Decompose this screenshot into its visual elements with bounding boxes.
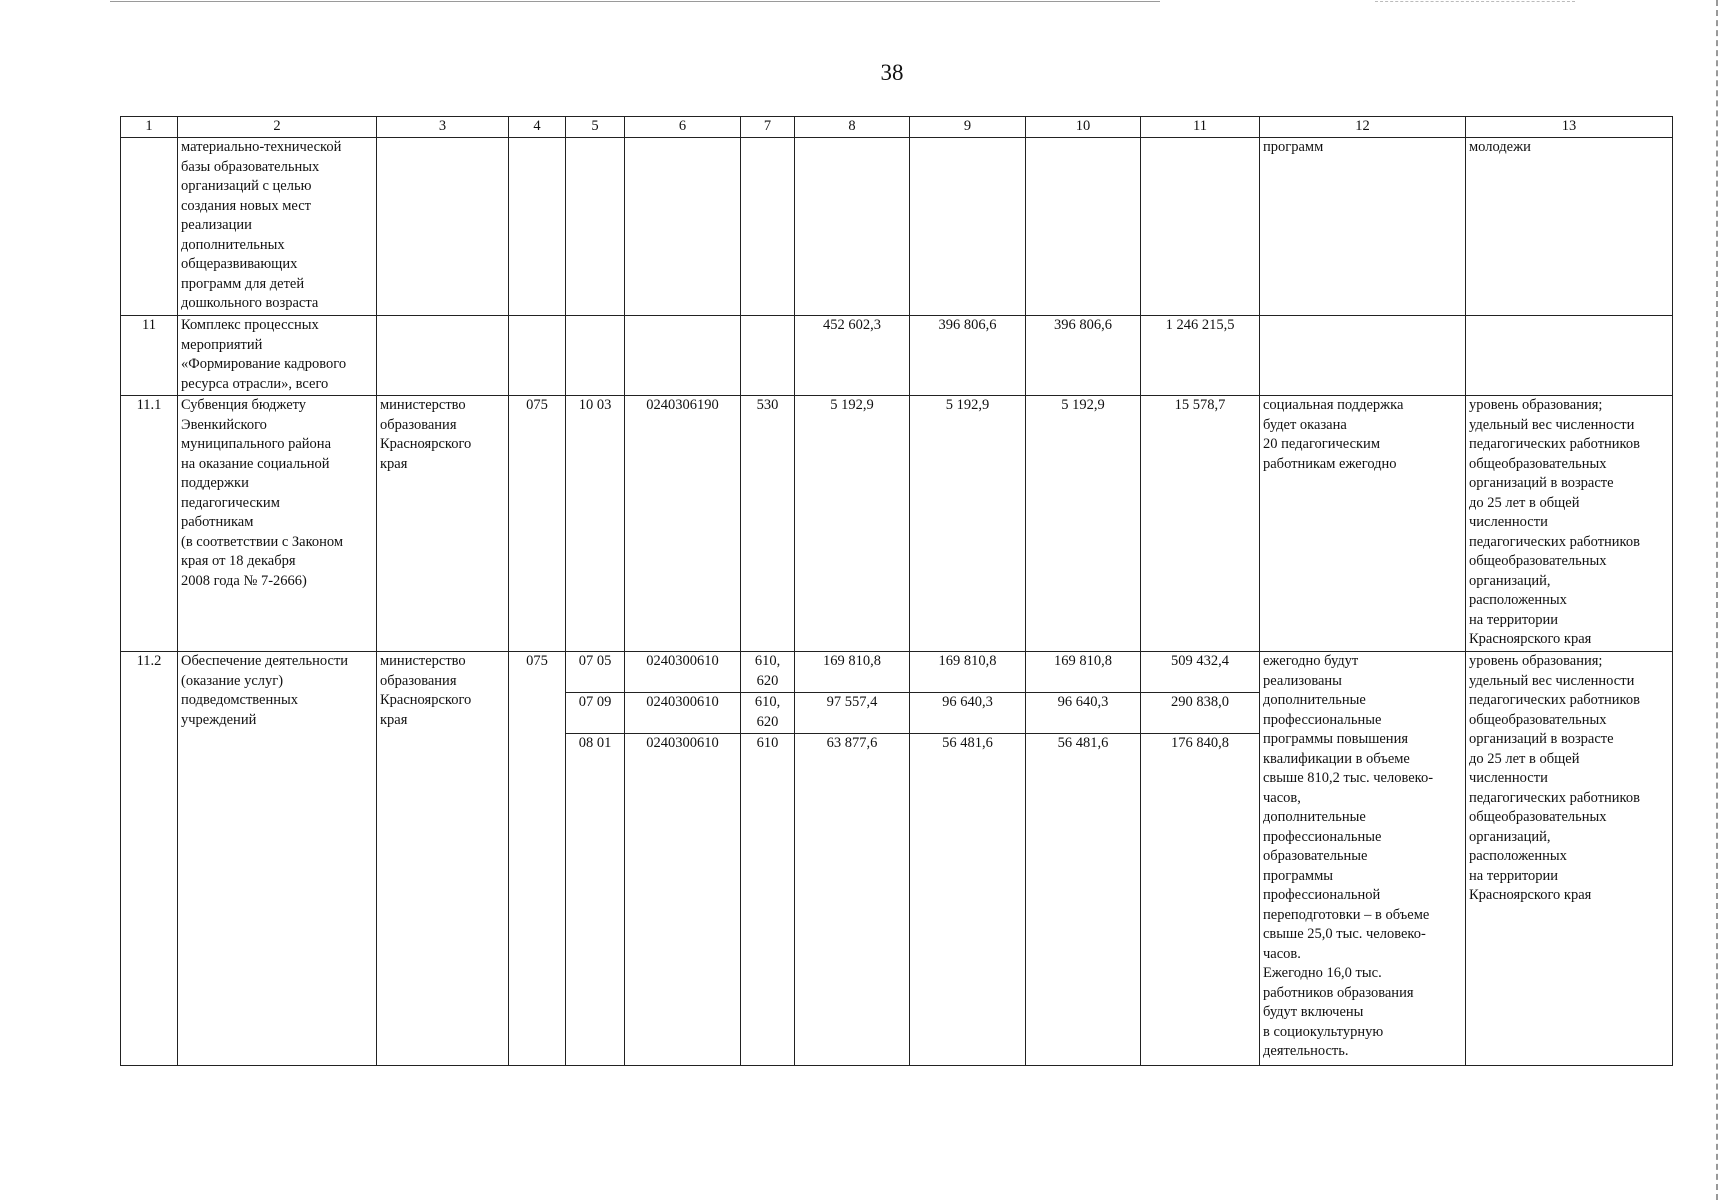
amounts-year-2 bbox=[910, 652, 1026, 1066]
header-cell: 11 bbox=[1141, 117, 1260, 138]
amount-year-1: 5 192,9 bbox=[795, 396, 910, 652]
amount-year-3: 56 481,6 bbox=[1057, 735, 1109, 751]
indicator: уровень образования; удельный вес численности педагогических работников общеобразовательных организаций в возрасте до 25 лет в общей численности педагогических работников общеобразовательных организаций, расположенных на территории Красноярского края bbox=[1466, 652, 1673, 1066]
table-row-11 bbox=[121, 316, 1673, 396]
header-cell: 6 bbox=[625, 117, 741, 138]
rzpr-codes bbox=[566, 652, 625, 1066]
amount-year-3: 396 806,6 bbox=[1026, 316, 1141, 396]
csr-codes bbox=[625, 652, 741, 1066]
header-cell: 8 bbox=[795, 117, 910, 138]
header-cell: 9 bbox=[910, 117, 1026, 138]
amount-year-1: 452 602,3 bbox=[795, 316, 910, 396]
header-cell: 5 bbox=[566, 117, 625, 138]
header-cell: 12 bbox=[1260, 117, 1466, 138]
indicator: уровень образования; удельный вес численности педагогических работников общеобразовательных организаций в возрасте до 25 лет в общей численности педагогических работников общеобразовательных организаций, расположенных на территории Красноярского края bbox=[1466, 396, 1673, 652]
activity-name: Комплекс процессных мероприятий «Формирование кадрового ресурса отрасли», всего bbox=[178, 316, 377, 396]
header-row bbox=[121, 117, 1673, 138]
amount-total: 1 246 215,5 bbox=[1141, 316, 1260, 396]
amount-year-1: 97 557,4 bbox=[795, 693, 909, 734]
amount-year-1: 63 877,6 bbox=[826, 735, 878, 751]
expected-result: ежегодно будут реализованы дополнительные профессиональные программы повышения квалификации в объеме свыше 810,2 тыс. человеко- часов, дополнительные профессиональные образовательные программы профессиональной переподготовки – в объеме свыше 25,0 тыс. человеко- часов. Ежегодно 16,0 тыс. работников образования будут включены в социокультурную деятельность. bbox=[1260, 652, 1466, 1066]
expected-result: программ bbox=[1260, 138, 1466, 316]
activity-name: Обеспечение деятельности (оказание услуг) подведомственных учреждений bbox=[178, 652, 377, 1066]
csr-code: 0240300610 bbox=[646, 735, 719, 751]
activity-name: материально-технической базы образовательных организаций с целью создания новых мест реализации дополнительных общеразвивающих программ для детей дошкольного возраста bbox=[178, 138, 377, 316]
executor: министерство образования Красноярского края bbox=[377, 652, 509, 1066]
csr-code: 0240300610 bbox=[625, 652, 740, 693]
csr-code: 0240306190 bbox=[625, 396, 741, 652]
activity-name: Субвенция бюджету Эвенкийского муниципального района на оказание социальной поддержки педагогическим работникам (в соответствии с Законом края от 18 декабря 2008 года № 7-2666) bbox=[178, 396, 377, 652]
rzpr-code: 10 03 bbox=[566, 396, 625, 652]
row-number: 11.2 bbox=[121, 652, 178, 1066]
amounts-year-1 bbox=[795, 652, 910, 1066]
amount-total: 15 578,7 bbox=[1141, 396, 1260, 652]
indicator: молодежи bbox=[1466, 138, 1673, 316]
scan-edge bbox=[1716, 0, 1718, 1200]
page-number: 38 bbox=[880, 60, 904, 85]
rzpr-code: 07 05 bbox=[566, 652, 624, 693]
header-cell: 1 bbox=[121, 117, 178, 138]
header-cell: 2 bbox=[178, 117, 377, 138]
vr-code: 610, 620 bbox=[741, 652, 794, 693]
header-cell: 13 bbox=[1466, 117, 1673, 138]
amount-year-2: 5 192,9 bbox=[910, 396, 1026, 652]
rzpr-code: 07 09 bbox=[566, 693, 624, 734]
header-cell: 10 bbox=[1026, 117, 1141, 138]
amounts-total bbox=[1141, 652, 1260, 1066]
amount-total: 176 840,8 bbox=[1171, 735, 1229, 751]
executor: министерство образования Красноярского края bbox=[377, 396, 509, 652]
amount-year-1: 169 810,8 bbox=[795, 652, 909, 693]
grbs-code: 075 bbox=[509, 652, 566, 1066]
amount-year-3: 5 192,9 bbox=[1026, 396, 1141, 652]
amount-year-2: 96 640,3 bbox=[910, 693, 1025, 734]
row-number: 11.1 bbox=[121, 396, 178, 652]
grbs-code: 075 bbox=[509, 396, 566, 652]
top-rule bbox=[110, 1, 1160, 2]
amount-total: 509 432,4 bbox=[1141, 652, 1259, 693]
csr-code: 0240300610 bbox=[625, 693, 740, 734]
amounts-year-3 bbox=[1026, 652, 1141, 1066]
rzpr-code: 08 01 bbox=[578, 735, 612, 751]
amount-year-2: 56 481,6 bbox=[942, 735, 993, 751]
amount-total: 290 838,0 bbox=[1141, 693, 1259, 734]
expected-result: социальная поддержка будет оказана 20 педагогическим работникам ежегодно bbox=[1260, 396, 1466, 652]
table-row-continuation bbox=[121, 138, 1673, 316]
amount-year-2: 396 806,6 bbox=[910, 316, 1026, 396]
amount-year-3: 96 640,3 bbox=[1026, 693, 1140, 734]
amount-year-3: 169 810,8 bbox=[1026, 652, 1140, 693]
vr-code: 610 bbox=[756, 735, 779, 751]
vr-codes bbox=[741, 652, 795, 1066]
header-cell: 4 bbox=[509, 117, 566, 138]
row-number: 11 bbox=[121, 316, 178, 396]
vr-code: 530 bbox=[741, 396, 795, 652]
vr-code: 610, 620 bbox=[741, 693, 794, 734]
header-cell: 3 bbox=[377, 117, 509, 138]
header-cell: 7 bbox=[741, 117, 795, 138]
program-table bbox=[120, 116, 1673, 1066]
amount-year-2: 169 810,8 bbox=[910, 652, 1025, 693]
table-row-11-2 bbox=[121, 652, 1673, 1066]
top-dash-rule bbox=[1375, 1, 1575, 2]
table-row-11-1 bbox=[121, 396, 1673, 652]
